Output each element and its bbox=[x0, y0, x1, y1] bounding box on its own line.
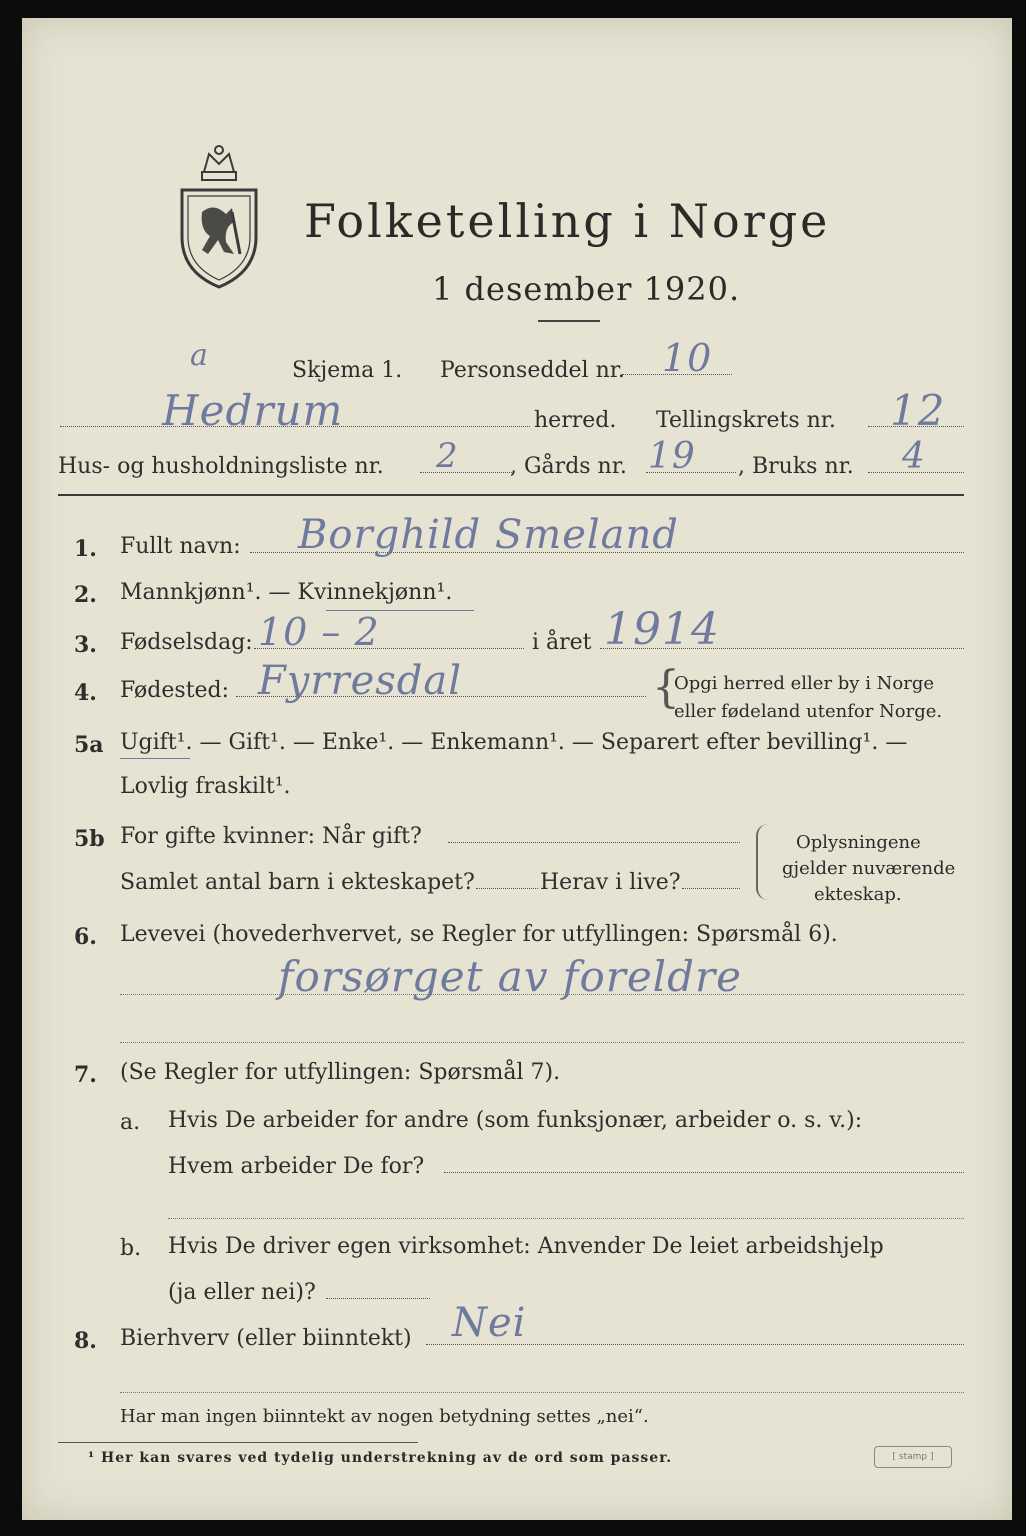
q5b-line2-alive: Herav i live? bbox=[540, 870, 681, 895]
q5b-line1: For gifte kvinner: Når gift? bbox=[120, 824, 422, 849]
q8-number: 8. bbox=[74, 1328, 97, 1354]
q4-note-line2: eller fødeland utenfor Norge. bbox=[674, 701, 943, 722]
income-note: Har man ingen biinntekt av nogen betydning settes „nei“. bbox=[120, 1406, 649, 1427]
tellingskrets-label: Tellingskrets nr. bbox=[656, 408, 836, 433]
q1-number: 1. bbox=[74, 536, 97, 562]
q3-answer-year: 1914 bbox=[604, 604, 720, 655]
herred-prefix-mark: a bbox=[190, 338, 209, 373]
tellingskrets-value: 12 bbox=[890, 386, 946, 435]
q8-label: Bierhverv (eller biinntekt) bbox=[120, 1326, 412, 1351]
q4-note-line1: Opgi herred eller by i Norge bbox=[674, 673, 935, 694]
q3-year-label: i året bbox=[532, 630, 592, 655]
q8-answer: Nei bbox=[452, 1300, 527, 1346]
gards-value: 19 bbox=[648, 436, 696, 477]
q7b-line1: Hvis De driver egen virksomhet: Anvender De leiet arbeidshjelp bbox=[168, 1234, 884, 1259]
title-divider bbox=[538, 320, 600, 322]
q5a-number: 5a bbox=[74, 732, 104, 758]
skjema-label: Skjema 1. bbox=[292, 358, 403, 383]
q7-number: 7. bbox=[74, 1062, 97, 1088]
q2-label-sex: Mannkjønn¹. — Kvinnekjønn¹. bbox=[120, 580, 453, 605]
q7b-line2: (ja eller nei)? bbox=[168, 1280, 316, 1305]
norway-coat-of-arms-icon bbox=[174, 142, 264, 292]
q5b-note-line1: Oplysningene bbox=[796, 832, 921, 853]
q4-answer-birthplace: Fyrresdal bbox=[258, 658, 463, 704]
q5a-underline-ugift bbox=[120, 758, 190, 759]
herred-label: herred. bbox=[534, 408, 617, 433]
q7a-line2: Hvem arbeider De for? bbox=[168, 1154, 425, 1179]
q6-label: Levevei (hovederhvervet, se Regler for utfyllingen: Spørsmål 6). bbox=[120, 922, 838, 947]
footnote: ¹ Her kan svares ved tydelig understrekning av de ord som passer. bbox=[88, 1450, 673, 1466]
q4-label: Fødested: bbox=[120, 678, 230, 703]
q3-number: 3. bbox=[74, 632, 97, 658]
q1-answer-name: Borghild Smeland bbox=[298, 512, 679, 558]
q7b-letter: b. bbox=[120, 1236, 142, 1261]
header-divider bbox=[58, 494, 964, 496]
personseddel-label: Personseddel nr. bbox=[440, 358, 625, 383]
q2-number: 2. bbox=[74, 582, 97, 608]
q7-label: (Se Regler for utfyllingen: Spørsmål 7). bbox=[120, 1060, 561, 1085]
census-form-page: Folketelling i Norge 1 desember 1920. a Skjema 1. Personseddel nr. 10 Hedrum herred. Tellingskrets nr. 12 Hus- og husholdningsliste nr. 2 , Gårds nr. 19 , Bruks nr. 4 1. Fullt navn: Borghild Smeland 2. Mannkjønn¹. — Kvinnekjønn¹. 3. Fødselsdag: 10 – 2 i året 1914 4. Fødested: Fyrresdal { Opgi herred eller by i Norge eller fødeland utenfor Norge. 5a Ugift¹. — Gift¹. — Enke¹. — Enkemann¹. — Separert efter bevilling¹. — Lovlig fraskilt¹. 5b For gifte kvinner: Når gift? Samlet antal barn i ekteskapet? Herav i live? Oplysningene gjelder nuværende ekteskap. 6. Levevei (hovederhvervet, se Regler for utfyllingen: Spørsmål 6). forsørget av foreldre 7. (Se Regler for utfyllingen: Spørsmål 7). a. Hvis De arbeider for andre (som funksjonær, arbeider o. s. v.): Hvem arbeider De for? b. Hvis De driver egen virksomhet: Anvender De leiet arbeidshjelp (ja eller nei)? 8. Bierhverv (eller biinntekt) Nei Har man ingen biinntekt av nogen betydning settes „nei“. ¹ Her kan svares ved tydelig understrekning av de ord som passer. [ stamp ] bbox=[22, 18, 1012, 1520]
husliste-value: 2 bbox=[436, 436, 459, 476]
personseddel-value: 10 bbox=[662, 336, 713, 380]
q5b-note-line2: gjelder nuværende bbox=[782, 858, 956, 879]
herred-value: Hedrum bbox=[162, 386, 344, 435]
husliste-label: Hus- og husholdningsliste nr. bbox=[58, 454, 384, 479]
q6-number: 6. bbox=[74, 924, 97, 950]
q5b-number: 5b bbox=[74, 826, 105, 852]
q3-answer-date: 10 – 2 bbox=[258, 610, 380, 654]
q5b-note-line3: ekteskap. bbox=[814, 884, 902, 905]
form-title: Folketelling i Norge bbox=[304, 194, 831, 248]
printer-stamp: [ stamp ] bbox=[874, 1446, 952, 1468]
q6-answer-occupation: forsørget av foreldre bbox=[278, 952, 742, 1001]
q1-label: Fullt navn: bbox=[120, 534, 241, 559]
q5a-line2: Lovlig fraskilt¹. bbox=[120, 774, 291, 799]
q5b-line2-children: Samlet antal barn i ekteskapet? bbox=[120, 870, 475, 895]
q7a-letter: a. bbox=[120, 1110, 141, 1135]
q3-label: Fødselsdag: bbox=[120, 630, 253, 655]
q5a-line1: Ugift¹. — Gift¹. — Enke¹. — Enkemann¹. — Separert efter bevilling¹. — bbox=[120, 730, 908, 755]
form-date: 1 desember 1920. bbox=[432, 270, 741, 308]
q7a-line1: Hvis De arbeider for andre (som funksjonær, arbeider o. s. v.): bbox=[168, 1108, 863, 1133]
bruks-value: 4 bbox=[902, 436, 926, 477]
q4-number: 4. bbox=[74, 680, 97, 706]
bruks-label: , Bruks nr. bbox=[738, 454, 854, 479]
gards-label: , Gårds nr. bbox=[510, 454, 627, 479]
